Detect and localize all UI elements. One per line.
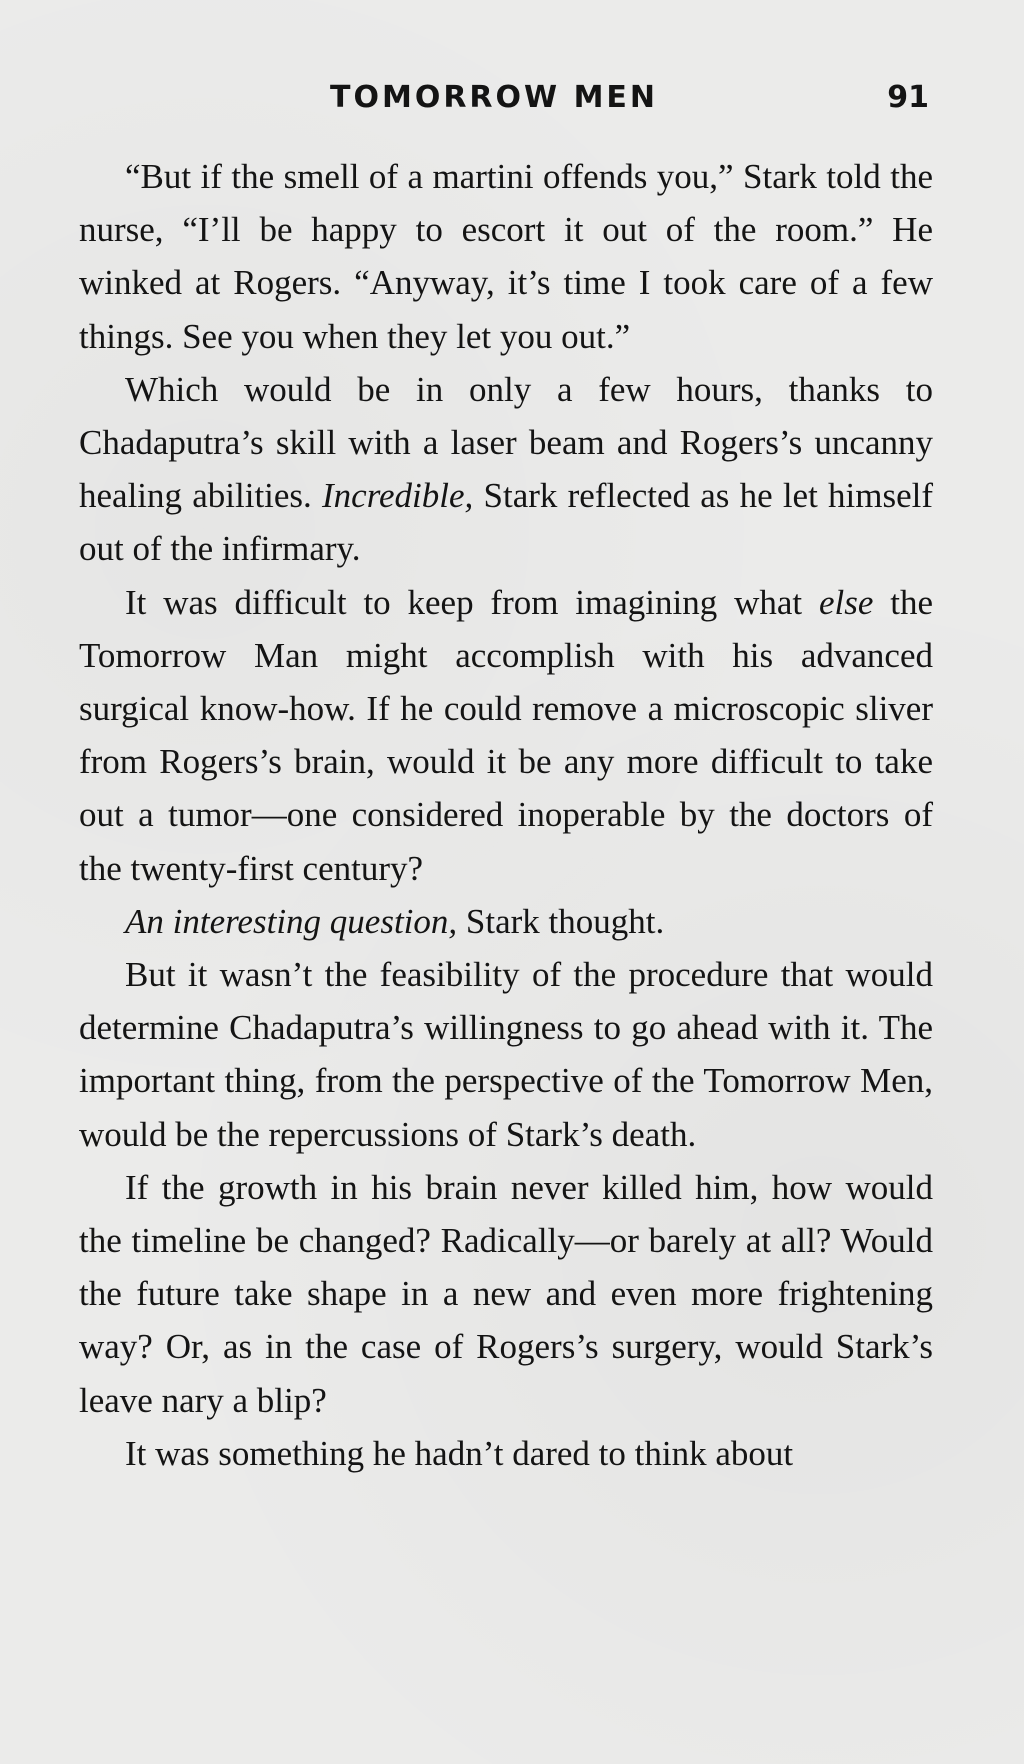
paragraph <box>79 150 933 363</box>
paragraph <box>79 576 933 895</box>
text-segment: Stark reflected as he let himself out of the infirmary. <box>79 476 934 569</box>
italic-text: Incredible, <box>322 476 474 516</box>
text-segment: Stark thought. <box>457 901 665 941</box>
text-segment: Which would be in only a few hours, thanks to Chadaputra’s skill with a laser beam and Rogers’s uncanny healing abilities. <box>79 369 933 516</box>
paragraph <box>79 895 933 948</box>
body-text <box>79 150 933 1480</box>
paragraph <box>79 1427 933 1480</box>
running-head <box>0 80 1024 120</box>
text-segment: the Tomorrow Man might accomplish with his advanced surgical know-how. If he could remove a microscopic sliver from Rogers’s brain, would it be any more difficult to take out a tumor—one considered inoperable by the doctors of the twenty-first century? <box>79 582 933 888</box>
text-segment: It was difficult to keep from imagining what <box>125 582 819 622</box>
running-title: TOMORROW MEN <box>330 80 659 115</box>
page-number: 91 <box>887 80 929 115</box>
text-segment: “But if the smell of a martini offends you,” Stark told the nurse, “I’ll be happy to escort it out of the room.” He winked at Rogers. “Anyway, it’s time I took care of a few things. See you when they let you out.” <box>79 157 933 356</box>
text-segment: It was something he hadn’t dared to think about <box>125 1433 794 1473</box>
text-segment: If the growth in his brain never killed him, how would the timeline be changed? Radically—or barely at all? Would the future take shape in a new and even more frightening way? Or, as in the case of Rogers’s surgery, would Stark’s leave nary a blip? <box>79 1167 933 1420</box>
paragraph <box>79 363 933 576</box>
italic-text: An interesting question, <box>125 901 458 941</box>
italic-text: else <box>818 582 874 622</box>
text-segment: But it wasn’t the feasibility of the procedure that would determine Chadaputra’s willingness to go ahead with it. The important thing, from the perspective of the Tomorrow Men, would be the repercussions of Stark’s death. <box>79 955 933 1154</box>
paragraph <box>79 948 933 1161</box>
paragraph <box>79 1161 933 1427</box>
